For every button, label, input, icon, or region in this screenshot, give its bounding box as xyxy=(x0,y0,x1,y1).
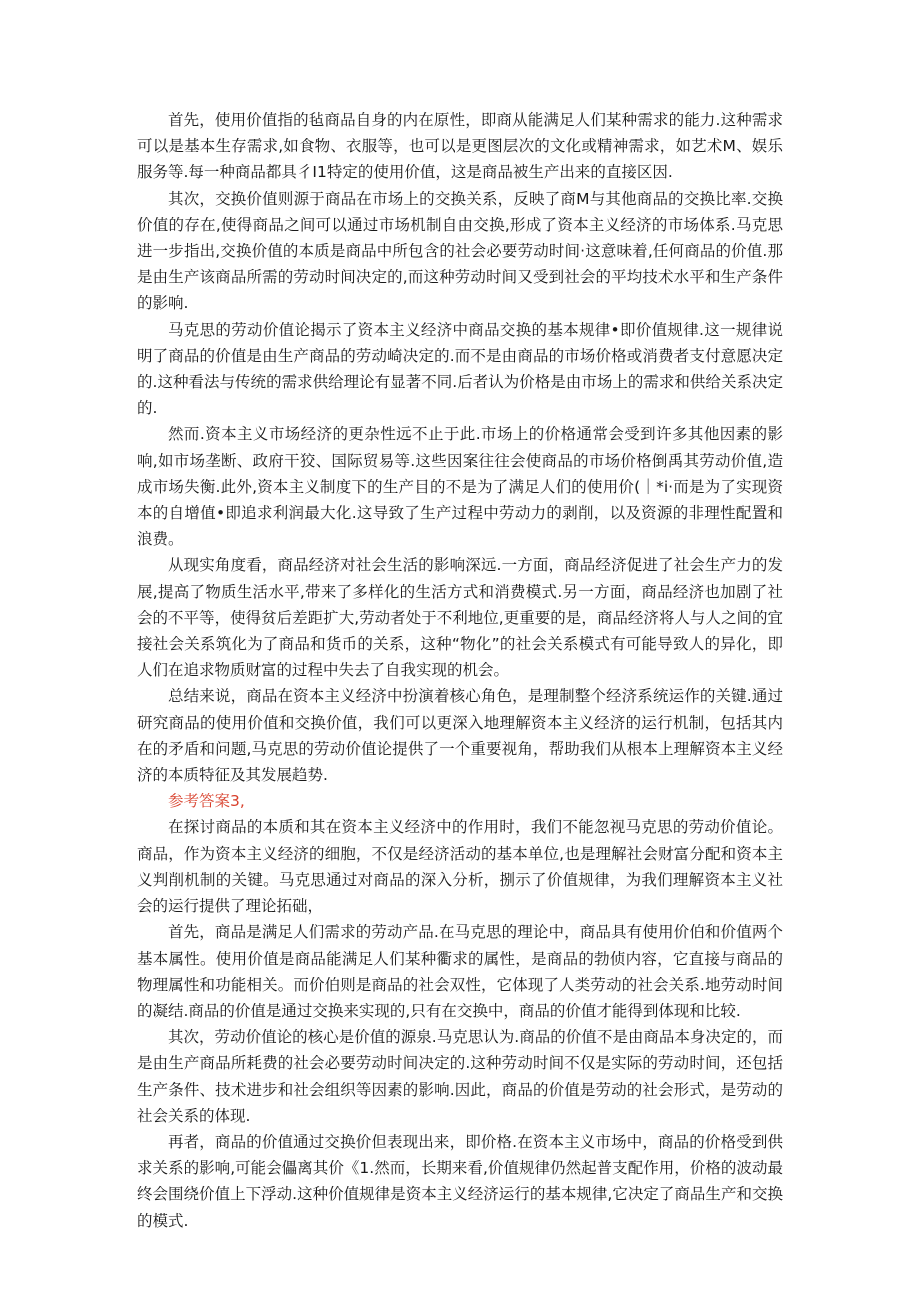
paragraph-use-value: 首先，使用价值指的毡商品自身的内在原性，即商从能满足人们某种需求的能力.这种需求可以是基本生存需求,如食物、衣服等，也可以是更图层次的文化或精神需求，如艺术M、娱乐服务等.每一种商品都具彳I1特定的使用价值，这是商品被生产出来的直接区因. xyxy=(137,111,783,182)
document-body xyxy=(137,107,783,1234)
paragraph-answer-commodity: 首先，商品是满足人们需求的劳动产品.在马克思的理论中，商品具有使用价伯和价值两个基本属性。使用价值是商品能满足人们某种衢求的属性，是商品的勃侦内容，它直接与商品的物理属性和功能相关。而价伯则是商品的社会双性，它体现了人类劳动的社会关系.地劳动时间的凝结.商品的价值是通过交换来实现的,只有在交换中，商品的价值才能得到体现和比较. xyxy=(137,923,783,1020)
paragraph-answer-value-source: 其次，劳动价值论的核心是价值的源泉.马克思认为.商品的价值不是由商品本身决定的，而是由生产商品所耗费的社会必要劳动时间决定的.这种劳动时间不仅是实际的劳动时间，还包括生产条件、技术进步和社会组织等因素的影响.因此，商品的价值是劳动的社会形式，是劳动的社会关系的体现. xyxy=(137,1028,783,1125)
paragraph-social-impact: 从现实角度看，商品经济对社会生活的影响深远.一方面，商品经济促进了社会生产力的发展,提高了物质生活水平,带来了多样化的生活方式和消费模式.另一方面，商品经济也加剧了社会的不平等，使得贫后差距扩大,劳动者处于不利地位,更重要的是，商品经济将人与人之间的宜接社会关系筑化为了商品和货币的关系，这种“物化”的社会关系模式有可能导致人的异化，即人们在追求物质财富的过程中失去了自我实现的机会。 xyxy=(137,556,783,680)
paragraph-law-of-value: 马克思的劳动价值论揭示了资本主义经济中商品交换的基本规律•即价值规律.这一规律说明了商品的价值是由生产商品的劳动崎决定的.而不是由商品的市场价格或消费者支付意愿决定的.这种看法与传统的需求供给理论有显著不同.后者认为价格是由市场上的需求和供给关系决定的. xyxy=(137,320,783,418)
paragraph-answer-price: 再者，商品的价值通过交换价但表现出来，即价格.在资本主义市场中，商品的价格受到供求关系的影响,可能会儡离其价《1.然而，长期来看,价值规律仍然起普支配作用，价格的波动最终会围绕价值上下浮动.这种价值规律是资本主义经济运行的基本规律,它决定了商品生产和交换的模式. xyxy=(137,1132,783,1230)
paragraph-summary: 总结来说，商品在资本主义经济中扮演着核心角色，是理制整个经济系统运作的关键.通过研究商品的使用价值和交换价值，我们可以更深入地理解资本主义经济的运行机制，包括其内在的矛盾和问题,马克思的劳动价值论提供了一个重要视角，帮助我们从根本上理解资本主义经济的本质特征及其发展趋势. xyxy=(137,687,783,785)
paragraph-market-complexity: 然而.资本主义市场经济的更杂性远不止于此.市场上的价格通常会受到许多其他因素的影响,如市场垄断、政府干狡、国际贸易等.这些因案往往会使商品的市场价格倒禹其劳动价值,造成市场失衡.此外,资本主义制度下的生产目的不是为了满足人们的使用价(｜*i·而是为了实现资本的自增值•即追求利润最大化.这导致了生产过程中劳动力的剥削，以及资源的非理性配置和浪费。 xyxy=(137,425,783,549)
paragraph-answer-intro: 在探讨商品的本质和其在资本主义经济中的作用时，我们不能忽视马克思的劳动价值论。商品，作为资本主义经济的细胞，不仅是经济活动的基本单位,也是理解社会财富分配和资本主义判削机制的关键。马克思通过对商品的深入分析，捌示了价值规律，为我们理解资本主义社会的运行提供了理论拓础， xyxy=(137,818,783,916)
answer-heading: 参考答案3, xyxy=(168,792,245,811)
paragraph-exchange-value: 其次，交换价值则源于商品在市场上的交换关系，反映了商M与其他商品的交换比率.交换价值的存在,使得商品之间可以通过市场机制自由交换,形成了资本主义经济的市场体系.马克思进一步指出,交换价值的本质是商品中所包含的社会必要劳动时间·这意味着,任何商品的价值.那是由生产该商品所需的劳动时间决定的,而这种劳动时间又受到社会的平均技术水平和生产条件的影响. xyxy=(137,189,783,313)
